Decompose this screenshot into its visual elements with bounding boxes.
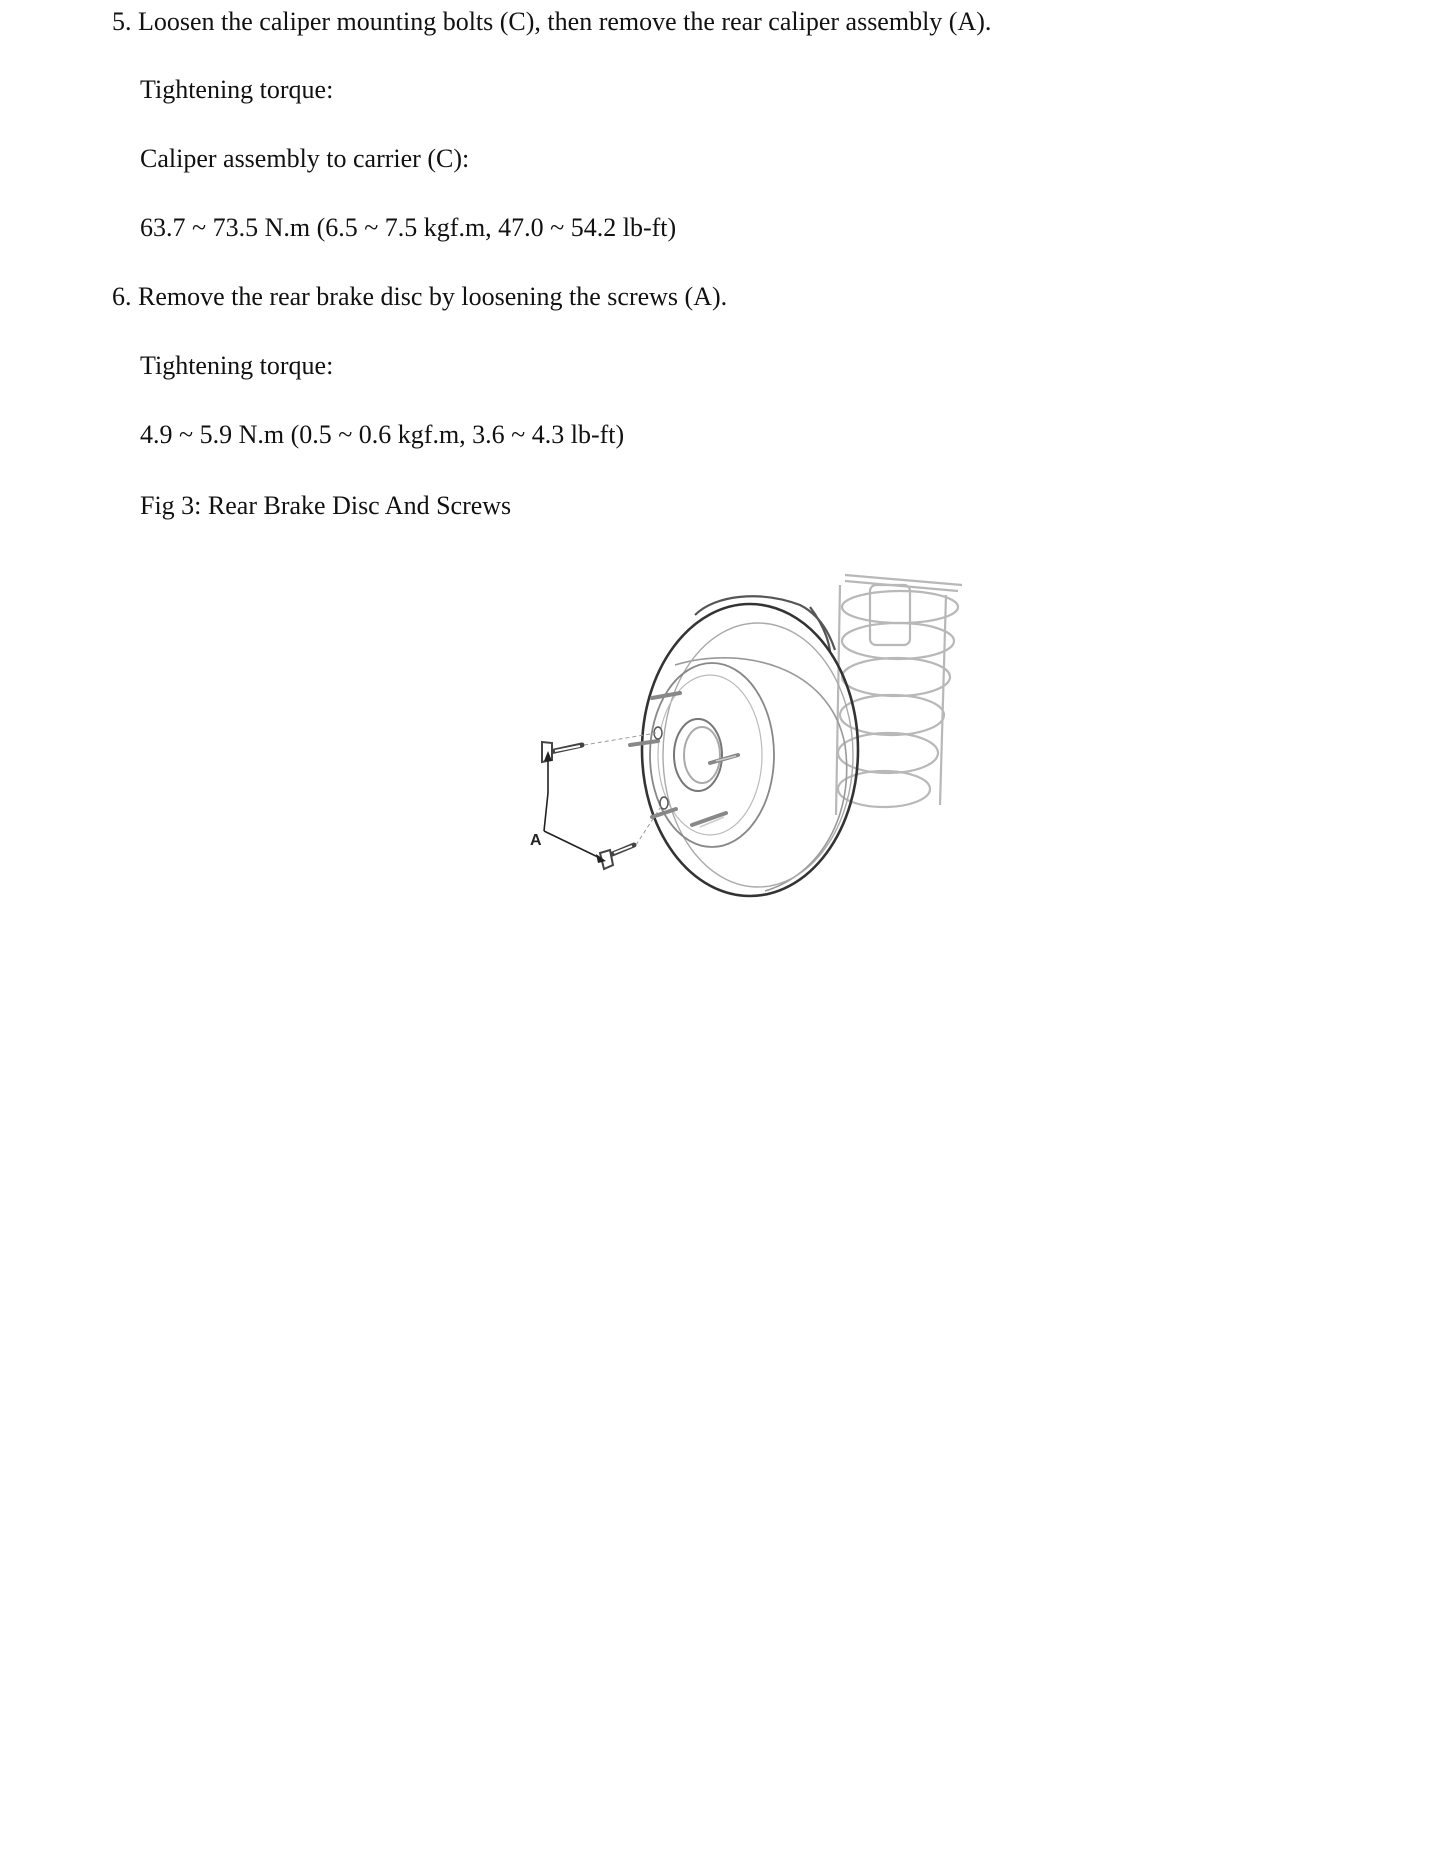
step-6-heading: 6. Remove the rear brake disc by loosening the screws (A). — [112, 282, 728, 311]
figure-caption: Fig 3: Rear Brake Disc And Screws — [140, 491, 512, 520]
callout-leaders — [544, 755, 602, 859]
step-5-spec-value: 63.7 ~ 73.5 N.m (6.5 ~ 7.5 kgf.m, 47.0 ~ 54.2 lb-ft) — [140, 213, 677, 242]
step-6-spec-value: 4.9 ~ 5.9 N.m (0.5 ~ 0.6 kgf.m, 3.6 ~ 4.3 lb-ft) — [140, 420, 625, 449]
step-5-torque-label: Tightening torque: — [140, 75, 334, 104]
hub-center — [674, 719, 722, 791]
step-6-torque-label: Tightening torque: — [140, 351, 334, 380]
step-5-heading: 5. Loosen the caliper mounting bolts (C), then remove the rear caliper assembly (A). — [112, 7, 992, 36]
screw-lower — [600, 845, 634, 869]
step-5-spec-label: Caliper assembly to carrier (C): — [140, 144, 470, 173]
callout-label-a: A — [530, 832, 542, 849]
brake-disc-illustration — [500, 555, 980, 915]
